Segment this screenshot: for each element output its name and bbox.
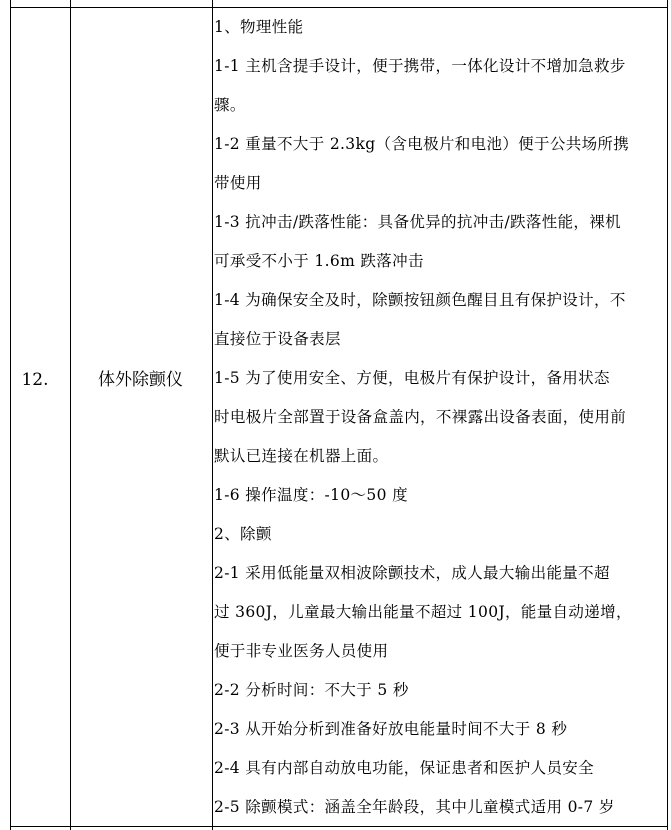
device-name: 体外除颤仪 [98,370,183,390]
spec-line: 2-2 分析时间：不大于 5 秒 [214,681,409,699]
spec-line: 1-3 抗冲击/跌落性能：具备优异的抗冲击/跌落性能，裸机 [214,213,621,231]
spec-line: 1-4 为确保安全及时，除颤按钮颜色醒目且有保护设计，不 [214,291,626,309]
spec-line: 骤。 [214,96,246,114]
spec-line: 带使用 [214,174,262,192]
spec-line: 时电极片全部置于设备盒盖内，不裸露出设备表面，使用前 [214,408,627,426]
spec-line: 1-6 操作温度：-10～50 度 [214,486,408,504]
spec-line: 2、除颤 [214,525,272,543]
spec-line: 2-5 除颤模式：涵盖全年龄段，其中儿童模式适用 0-7 岁 [214,798,615,816]
row-number: 12. [21,370,49,390]
column-divider-2 [212,0,213,830]
spec-content [214,8,670,827]
spec-line: 便于非专业医务人员使用 [214,642,389,660]
spec-line: 2-3 从开始分析到准备好放电能量时间不大于 8 秒 [214,720,568,738]
column-divider-1 [70,0,71,830]
spec-line: 1、物理性能 [214,18,304,36]
spec-line: 可承受不小于 1.6m 跌落冲击 [214,252,424,270]
spec-line: 2-1 采用低能量双相波除颤技术，成人最大输出能量不超 [214,564,610,582]
spec-line: 1-5 为了使用安全、方便，电极片有保护设计，备用状态 [214,369,610,387]
spec-line: 2-4 具有内部自动放电功能，保证患者和医护人员安全 [214,759,594,777]
table-border-left [10,0,11,830]
spec-line: 过 360J，儿童最大输出能量不超过 100J，能量自动递增， [214,603,632,621]
spec-line: 直接位于设备表层 [214,330,341,348]
spec-line: 1-1 主机含提手设计，便于携带，一体化设计不增加急救步 [214,57,626,75]
spec-line: 1-2 重量不大于 2.3kg（含电极片和电池）便于公共场所携 [214,135,630,153]
spec-line: 默认已连接在机器上面。 [214,447,389,465]
